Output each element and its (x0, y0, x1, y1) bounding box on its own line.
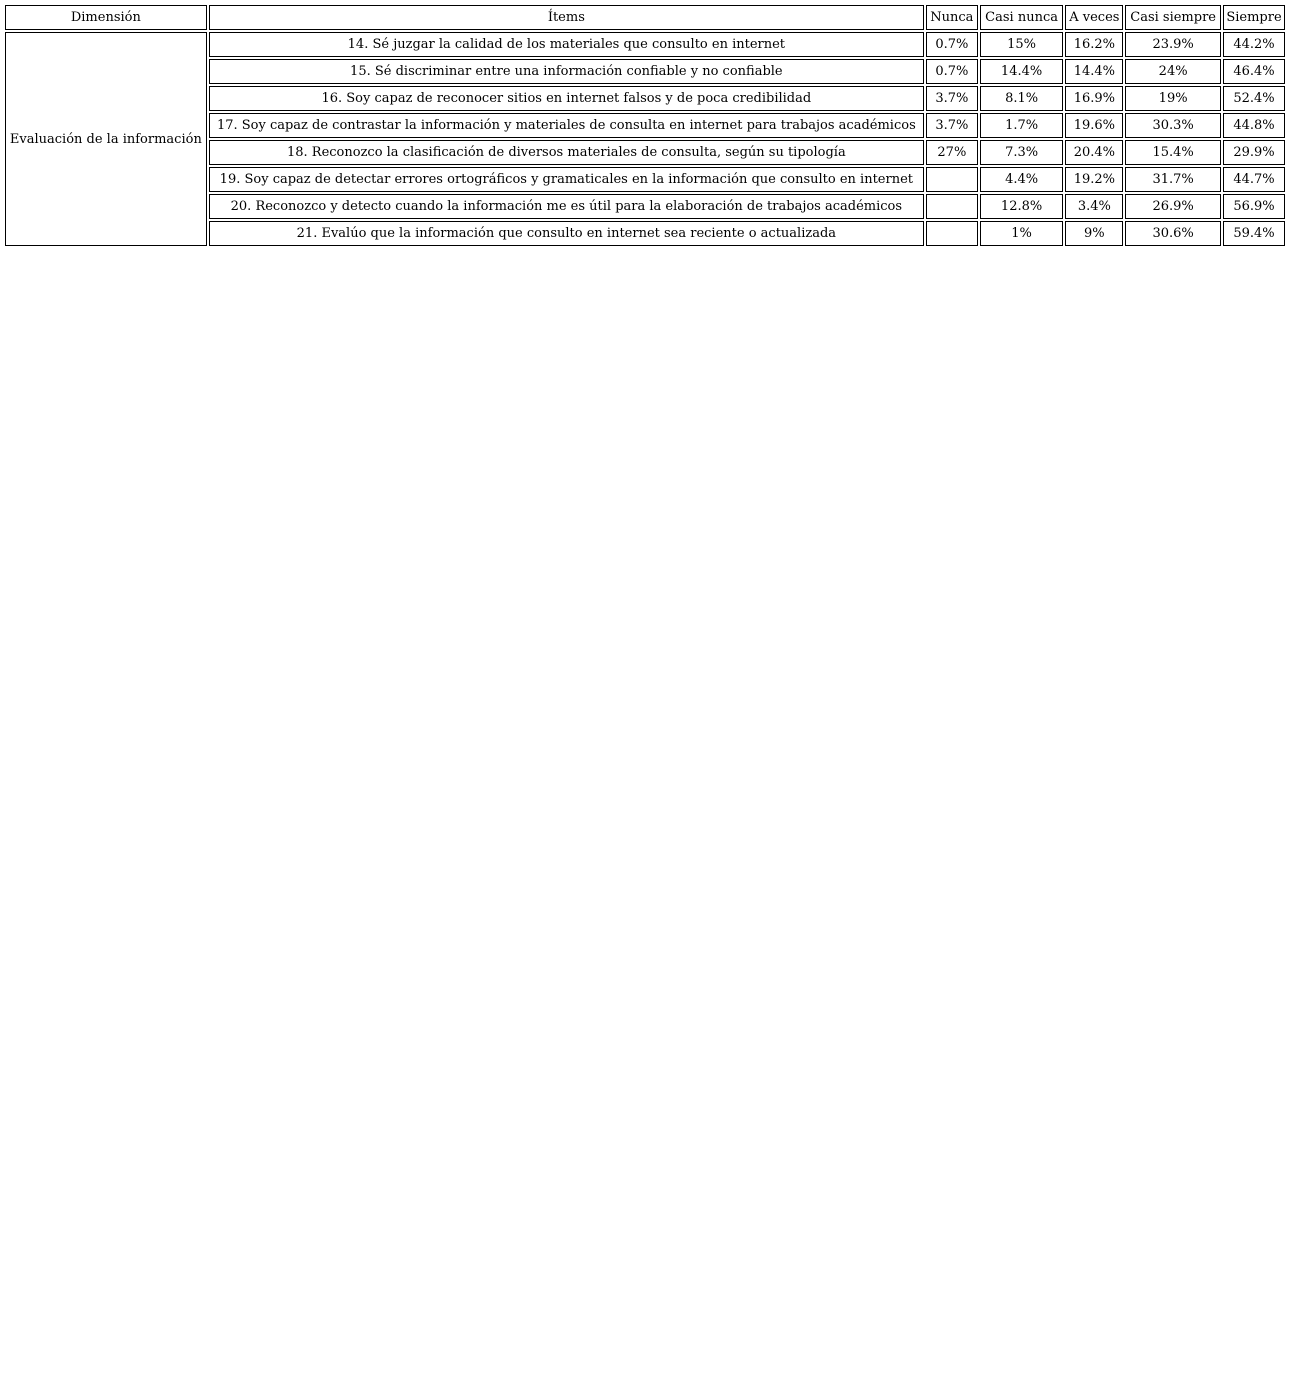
casi-nunca-cell: 4.4% (980, 167, 1064, 192)
a-veces-cell: 3.4% (1065, 194, 1123, 219)
casi-nunca-cell: 1% (980, 221, 1064, 246)
a-veces-cell: 16.9% (1065, 86, 1123, 111)
casi-siempre-cell: 26.9% (1125, 194, 1221, 219)
header-items: Ítems (209, 5, 924, 30)
item-cell: 21. Evalúo que la información que consulto en internet sea reciente o actualizada (209, 221, 924, 246)
siempre-cell: 52.4% (1223, 86, 1285, 111)
header-casi-nunca: Casi nunca (980, 5, 1064, 30)
casi-nunca-cell: 12.8% (980, 194, 1064, 219)
casi-siempre-cell: 23.9% (1125, 32, 1221, 57)
siempre-cell: 46.4% (1223, 59, 1285, 84)
a-veces-cell: 16.2% (1065, 32, 1123, 57)
a-veces-cell: 14.4% (1065, 59, 1123, 84)
siempre-cell: 44.7% (1223, 167, 1285, 192)
siempre-cell: 44.8% (1223, 113, 1285, 138)
casi-nunca-cell: 14.4% (980, 59, 1064, 84)
a-veces-cell: 20.4% (1065, 140, 1123, 165)
item-cell: 17. Soy capaz de contrastar la información y materiales de consulta en internet para trabajos académicos (209, 113, 924, 138)
nunca-cell (926, 194, 978, 219)
item-cell: 20. Reconozco y detecto cuando la información me es útil para la elaboración de trabajos académicos (209, 194, 924, 219)
nunca-cell: 0.7% (926, 32, 978, 57)
siempre-cell: 29.9% (1223, 140, 1285, 165)
siempre-cell: 56.9% (1223, 194, 1285, 219)
survey-results-table (3, 3, 1287, 248)
item-cell: 18. Reconozco la clasificación de diversos materiales de consulta, según su tipología (209, 140, 924, 165)
casi-siempre-cell: 15.4% (1125, 140, 1221, 165)
header-siempre: Siempre (1223, 5, 1285, 30)
table-row (5, 32, 1285, 57)
nunca-cell: 3.7% (926, 113, 978, 138)
siempre-cell: 44.2% (1223, 32, 1285, 57)
nunca-cell (926, 167, 978, 192)
casi-nunca-cell: 7.3% (980, 140, 1064, 165)
item-cell: 16. Soy capaz de reconocer sitios en internet falsos y de poca credibilidad (209, 86, 924, 111)
item-cell: 19. Soy capaz de detectar errores ortográficos y gramaticales en la información que consulto en internet (209, 167, 924, 192)
nunca-cell (926, 221, 978, 246)
a-veces-cell: 9% (1065, 221, 1123, 246)
casi-siempre-cell: 30.6% (1125, 221, 1221, 246)
casi-nunca-cell: 1.7% (980, 113, 1064, 138)
header-nunca: Nunca (926, 5, 978, 30)
casi-siempre-cell: 24% (1125, 59, 1221, 84)
header-row (5, 5, 1285, 30)
casi-siempre-cell: 31.7% (1125, 167, 1221, 192)
a-veces-cell: 19.6% (1065, 113, 1123, 138)
header-dimension: Dimensión (5, 5, 207, 30)
table-header (5, 5, 1285, 30)
a-veces-cell: 19.2% (1065, 167, 1123, 192)
siempre-cell: 59.4% (1223, 221, 1285, 246)
item-cell: 14. Sé juzgar la calidad de los materiales que consulto en internet (209, 32, 924, 57)
dimension-cell: Evaluación de la información (5, 32, 207, 246)
header-casi-siempre: Casi siempre (1125, 5, 1221, 30)
nunca-cell: 27% (926, 140, 978, 165)
nunca-cell: 0.7% (926, 59, 978, 84)
table-body (5, 32, 1285, 246)
header-a-veces: A veces (1065, 5, 1123, 30)
nunca-cell: 3.7% (926, 86, 978, 111)
item-cell: 15. Sé discriminar entre una información confiable y no confiable (209, 59, 924, 84)
casi-siempre-cell: 19% (1125, 86, 1221, 111)
casi-siempre-cell: 30.3% (1125, 113, 1221, 138)
casi-nunca-cell: 8.1% (980, 86, 1064, 111)
casi-nunca-cell: 15% (980, 32, 1064, 57)
